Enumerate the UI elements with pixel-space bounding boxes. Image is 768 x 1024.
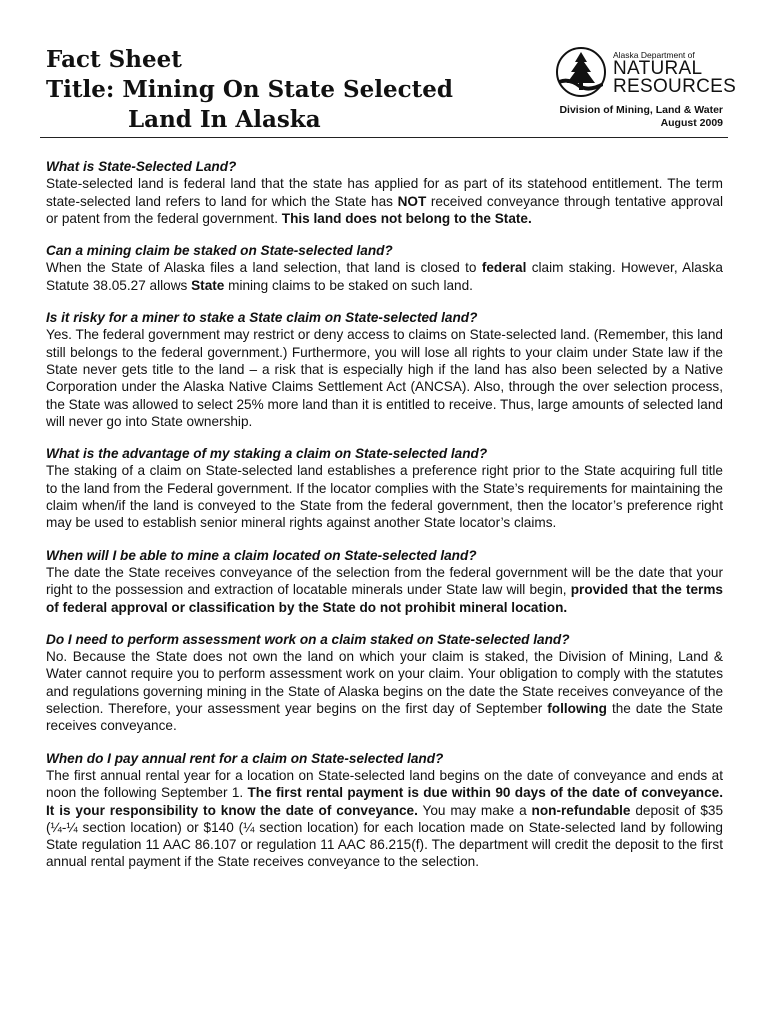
division-info (559, 104, 723, 130)
section-question: When do I pay annual rent for a claim on State-selected land? (46, 750, 444, 766)
answer-emphasis: provided that the terms of federal approval or classification by the State do not prohibit mineral location. (46, 582, 723, 615)
answer-text: the date the State receives conveyance. (46, 701, 723, 734)
answer-text: deposit of $35 (¼-¼ section location) or $140 (¼ section location) for each location made on State-selected land by following State regulation 11 AAC 86.107 or regulation 11 AAC 86.215(f). The department will credit the deposit to the first annual rental payment if the State receives conveyance to the selection. (46, 802, 724, 870)
spruce-tree-icon (555, 46, 607, 98)
section-question: Is it risky for a miner to stake a State claim on State-selected land? (46, 310, 478, 326)
fact-sheet-body (46, 158, 723, 886)
answer-emphasis: non-refundable (531, 802, 631, 818)
logo-wordmark (613, 50, 736, 96)
section-can-claim-be-staked (46, 242, 723, 294)
section-is-it-risky (46, 309, 723, 430)
section-annual-rent (46, 750, 723, 871)
title-line-continued: Land In Alaska (128, 106, 321, 133)
answer-text: received conveyance through tentative approval or patent from the federal government. (46, 193, 723, 226)
section-answer (46, 648, 723, 734)
answer-text: State-selected land is federal land that the state has applied for as part of its statehood entitlement. The term state-selected land refers to land for which the State has (46, 176, 723, 209)
logo-resources: RESOURCES (613, 76, 737, 97)
dnr-logo (555, 46, 737, 101)
title-divider (40, 137, 728, 138)
answer-emphasis: This land does not belong to the State. (281, 210, 532, 226)
section-question: Can a mining claim be staked on State-selected land? (46, 243, 393, 259)
logo-natural: NATURAL (613, 58, 703, 79)
section-when-mine (46, 547, 723, 616)
answer-text: claim staking. However, Alaska Statute 38.05.27 allows (46, 260, 723, 293)
section-what-is-state-selected (46, 158, 723, 227)
section-question: Do I need to perform assessment work on a claim staked on State-selected land? (46, 631, 570, 647)
section-answer (46, 767, 723, 871)
answer-emphasis: State (191, 277, 225, 293)
section-answer: The staking of a claim on State-selected land establishes a preference right prior to the State acquiring full title to the land from the Federal government. If the locator complies with the State’s requirements for maintaining the claim when/if the land is conveyed to the State from the federal government, then the locator’s preference right may be used to establish senior mineral rights against another State locator’s claims. (46, 463, 723, 531)
section-answer (46, 175, 723, 227)
section-question: When will I be able to mine a claim located on State-selected land? (46, 547, 477, 563)
section-answer: Yes. The federal government may restrict or deny access to claims on State-selected land. (Remember, this land still belongs to the federal government.) Furthermore, you will lose all rights to your claim under State law if the State never gets title to the land – a risk that is especially high if the land has also been selected by a Native Corporation under the Alaska Native Claims Settlement Act (ANCSA). Also, through the over selection process, the State was allowed to select 25% more land than it is entitled to receive. Thus, large amounts of selected land will never go into State ownership. (46, 327, 723, 429)
answer-text: No. Because the State does not own the land on which your claim is staked, the Division of Mining, Land & Water cannot require you to perform assessment work on your claim. Your obligation to comply with the statutes and regulations governing mining in the State of Alaska begins on the date the State receives conveyance of the selection. Therefore, your assessment year begins on the first day of September (46, 649, 723, 717)
answer-text: You may make a (417, 802, 532, 818)
answer-text: The date the State receives conveyance of the selection from the federal government will be the date that your right to the possession and extraction of locatable minerals under State law will begin, (46, 564, 723, 598)
section-answer (46, 564, 723, 616)
section-question: What is the advantage of my staking a claim on State-selected land? (46, 446, 488, 462)
answer-text: The first annual rental year for a location on State-selected land begins on the date of conveyance and ends at noon the following September 1. (46, 767, 723, 801)
title-line-fact-sheet: Fact Sheet (46, 46, 182, 73)
logo-department: Alaska Department of (613, 50, 695, 60)
answer-emphasis: following (547, 701, 607, 717)
answer-text: mining claims to be staked on such land. (224, 277, 473, 293)
publication-date: August 2009 (660, 117, 723, 129)
section-answer (46, 259, 723, 294)
title-line-main: Title: Mining On State Selected (46, 76, 453, 103)
answer-text: When the State of Alaska files a land selection, that land is closed to (46, 260, 482, 276)
division-name: Division of Mining, Land & Water (559, 104, 723, 116)
answer-emphasis: NOT (397, 193, 427, 209)
section-question: What is State-Selected Land? (46, 159, 237, 174)
answer-emphasis: federal (481, 260, 527, 276)
document-title (46, 45, 453, 135)
answer-emphasis: The first rental payment is due within 90 days of the date of conveyance. It is your responsibility to know the date of conveyance. (46, 785, 723, 818)
section-advantage (46, 445, 723, 531)
section-assessment-work (46, 631, 723, 735)
